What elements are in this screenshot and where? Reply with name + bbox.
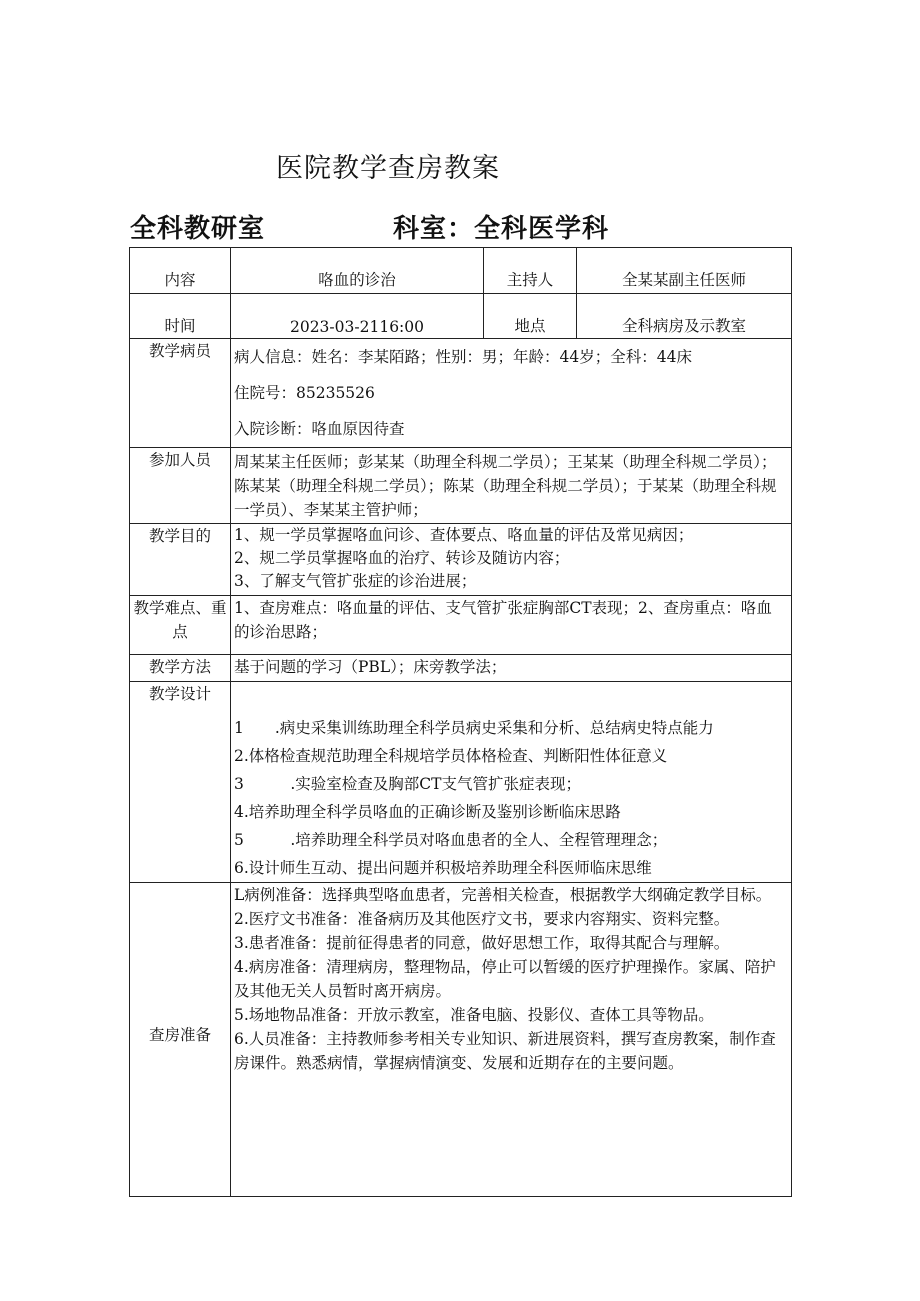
lesson-plan-table (129, 247, 792, 1197)
row-objectives (130, 524, 792, 596)
department-label: 全科教研室 (130, 214, 266, 244)
label-patient: 教学病员 (130, 339, 231, 448)
label-content: 内容 (164, 271, 196, 289)
value-time: 2023-03-2116:00 (289, 318, 425, 336)
row-content (130, 248, 792, 294)
section-label: 科室：全科医学科 (393, 214, 610, 244)
label-method: 教学方法 (130, 655, 231, 682)
label-time: 时间 (164, 317, 196, 335)
label-host: 主持人 (506, 271, 554, 289)
value-content: 咯血的诊治 (318, 271, 396, 289)
objectives-list (231, 524, 791, 593)
value-location: 全科病房及示教室 (621, 317, 746, 335)
difficulties-text: 1、查房难点：咯血量的评估、支气管扩张症胸部CT表现；2、查房重点：咯血的诊治思路； (234, 599, 772, 641)
design-item: 3 .实验室检查及胸部CT支气管扩张症表现； (234, 775, 581, 793)
participants-text: 周某某主任医师；彭某某（助理全科规二学员）；王某某（助理全科规二学员）；陈某某（助理全科规二学员）；陈某（助理全科规二学员）；于某某（助理全科规一学员）、李某某主管护师； (234, 453, 777, 519)
design-item: 4.培养助理全科学员咯血的正确诊断及鉴别诊断临床思路 (234, 803, 621, 821)
label-participants: 参加人员 (130, 448, 231, 524)
objective-item: 2、规二学员掌握咯血的治疗、转诊及随访内容； (234, 549, 570, 567)
design-list (231, 682, 791, 882)
prep-item: 5.场地物品准备：开放示教室，准备电脑、投影仪、查体工具等物品。 (234, 1006, 714, 1024)
patient-info (231, 339, 791, 447)
prep-item: 6.人员准备：主持教师参考相关专业知识、新进展资料，撰写查房教案，制作查房课件。熟悉病情，掌握病情演变、发展和近期存在的主要问题。 (234, 1030, 776, 1072)
row-preparation (130, 883, 792, 1197)
design-item: 5 .培养助理全科学员对咯血患者的全人、全程管理理念； (234, 831, 668, 849)
prep-item: 2.医疗文书准备：准备病历及其他医疗文书，要求内容翔实、资料完整。 (234, 910, 730, 928)
row-design (130, 682, 792, 883)
label-preparation: 查房准备 (130, 883, 231, 1197)
row-method (130, 655, 792, 682)
label-difficulties: 教学难点、重点 (130, 596, 231, 655)
objective-item: 3、了解支气管扩张症的诊治进展； (234, 572, 477, 590)
prep-item: L病例准备：选择典型咯血患者，完善相关检查，根据教学大纲确定教学目标。 (234, 886, 772, 904)
design-item: 6.设计师生互动、提出问题并积极培养助理全科医师临床思维 (234, 859, 652, 877)
patient-line: 入院诊断：咯血原因待查 (234, 420, 405, 438)
prep-item: 4.病房准备：清理病房，整理物品，停止可以暂缓的医疗护理操作。家属、陪护及其他无关人员暂时离开病房。 (234, 958, 776, 1000)
design-item: 2.体格检查规范助理全科规培学员体格检查、判断阳性体征意义 (234, 747, 668, 765)
label-design: 教学设计 (130, 682, 231, 883)
prep-item: 3.患者准备：提前征得患者的同意，做好思想工作，取得其配合与理解。 (234, 934, 730, 952)
patient-line: 病人信息：姓名：李某陌路；性别：男；年龄：44岁；全科：44床 (234, 348, 692, 366)
row-patient (130, 339, 792, 448)
preparation-list (231, 883, 791, 1075)
label-objectives: 教学目的 (130, 524, 231, 596)
patient-line: 住院号：85235526 (234, 384, 375, 402)
method-text: 基于问题的学习（PBL）；床旁教学法； (234, 658, 507, 676)
row-time (130, 294, 792, 339)
row-participants (130, 448, 792, 524)
row-difficulties (130, 596, 792, 655)
design-item: 1 .病史采集训练助理全科学员病史采集和分析、总结病史特点能力 (234, 719, 714, 737)
page-title: 医院教学查房教案 (276, 153, 500, 184)
value-host: 全某某副主任医师 (621, 271, 746, 289)
label-location: 地点 (514, 317, 546, 335)
objective-item: 1、规一学员掌握咯血问诊、查体要点、咯血量的评估及常见病因； (234, 526, 694, 544)
